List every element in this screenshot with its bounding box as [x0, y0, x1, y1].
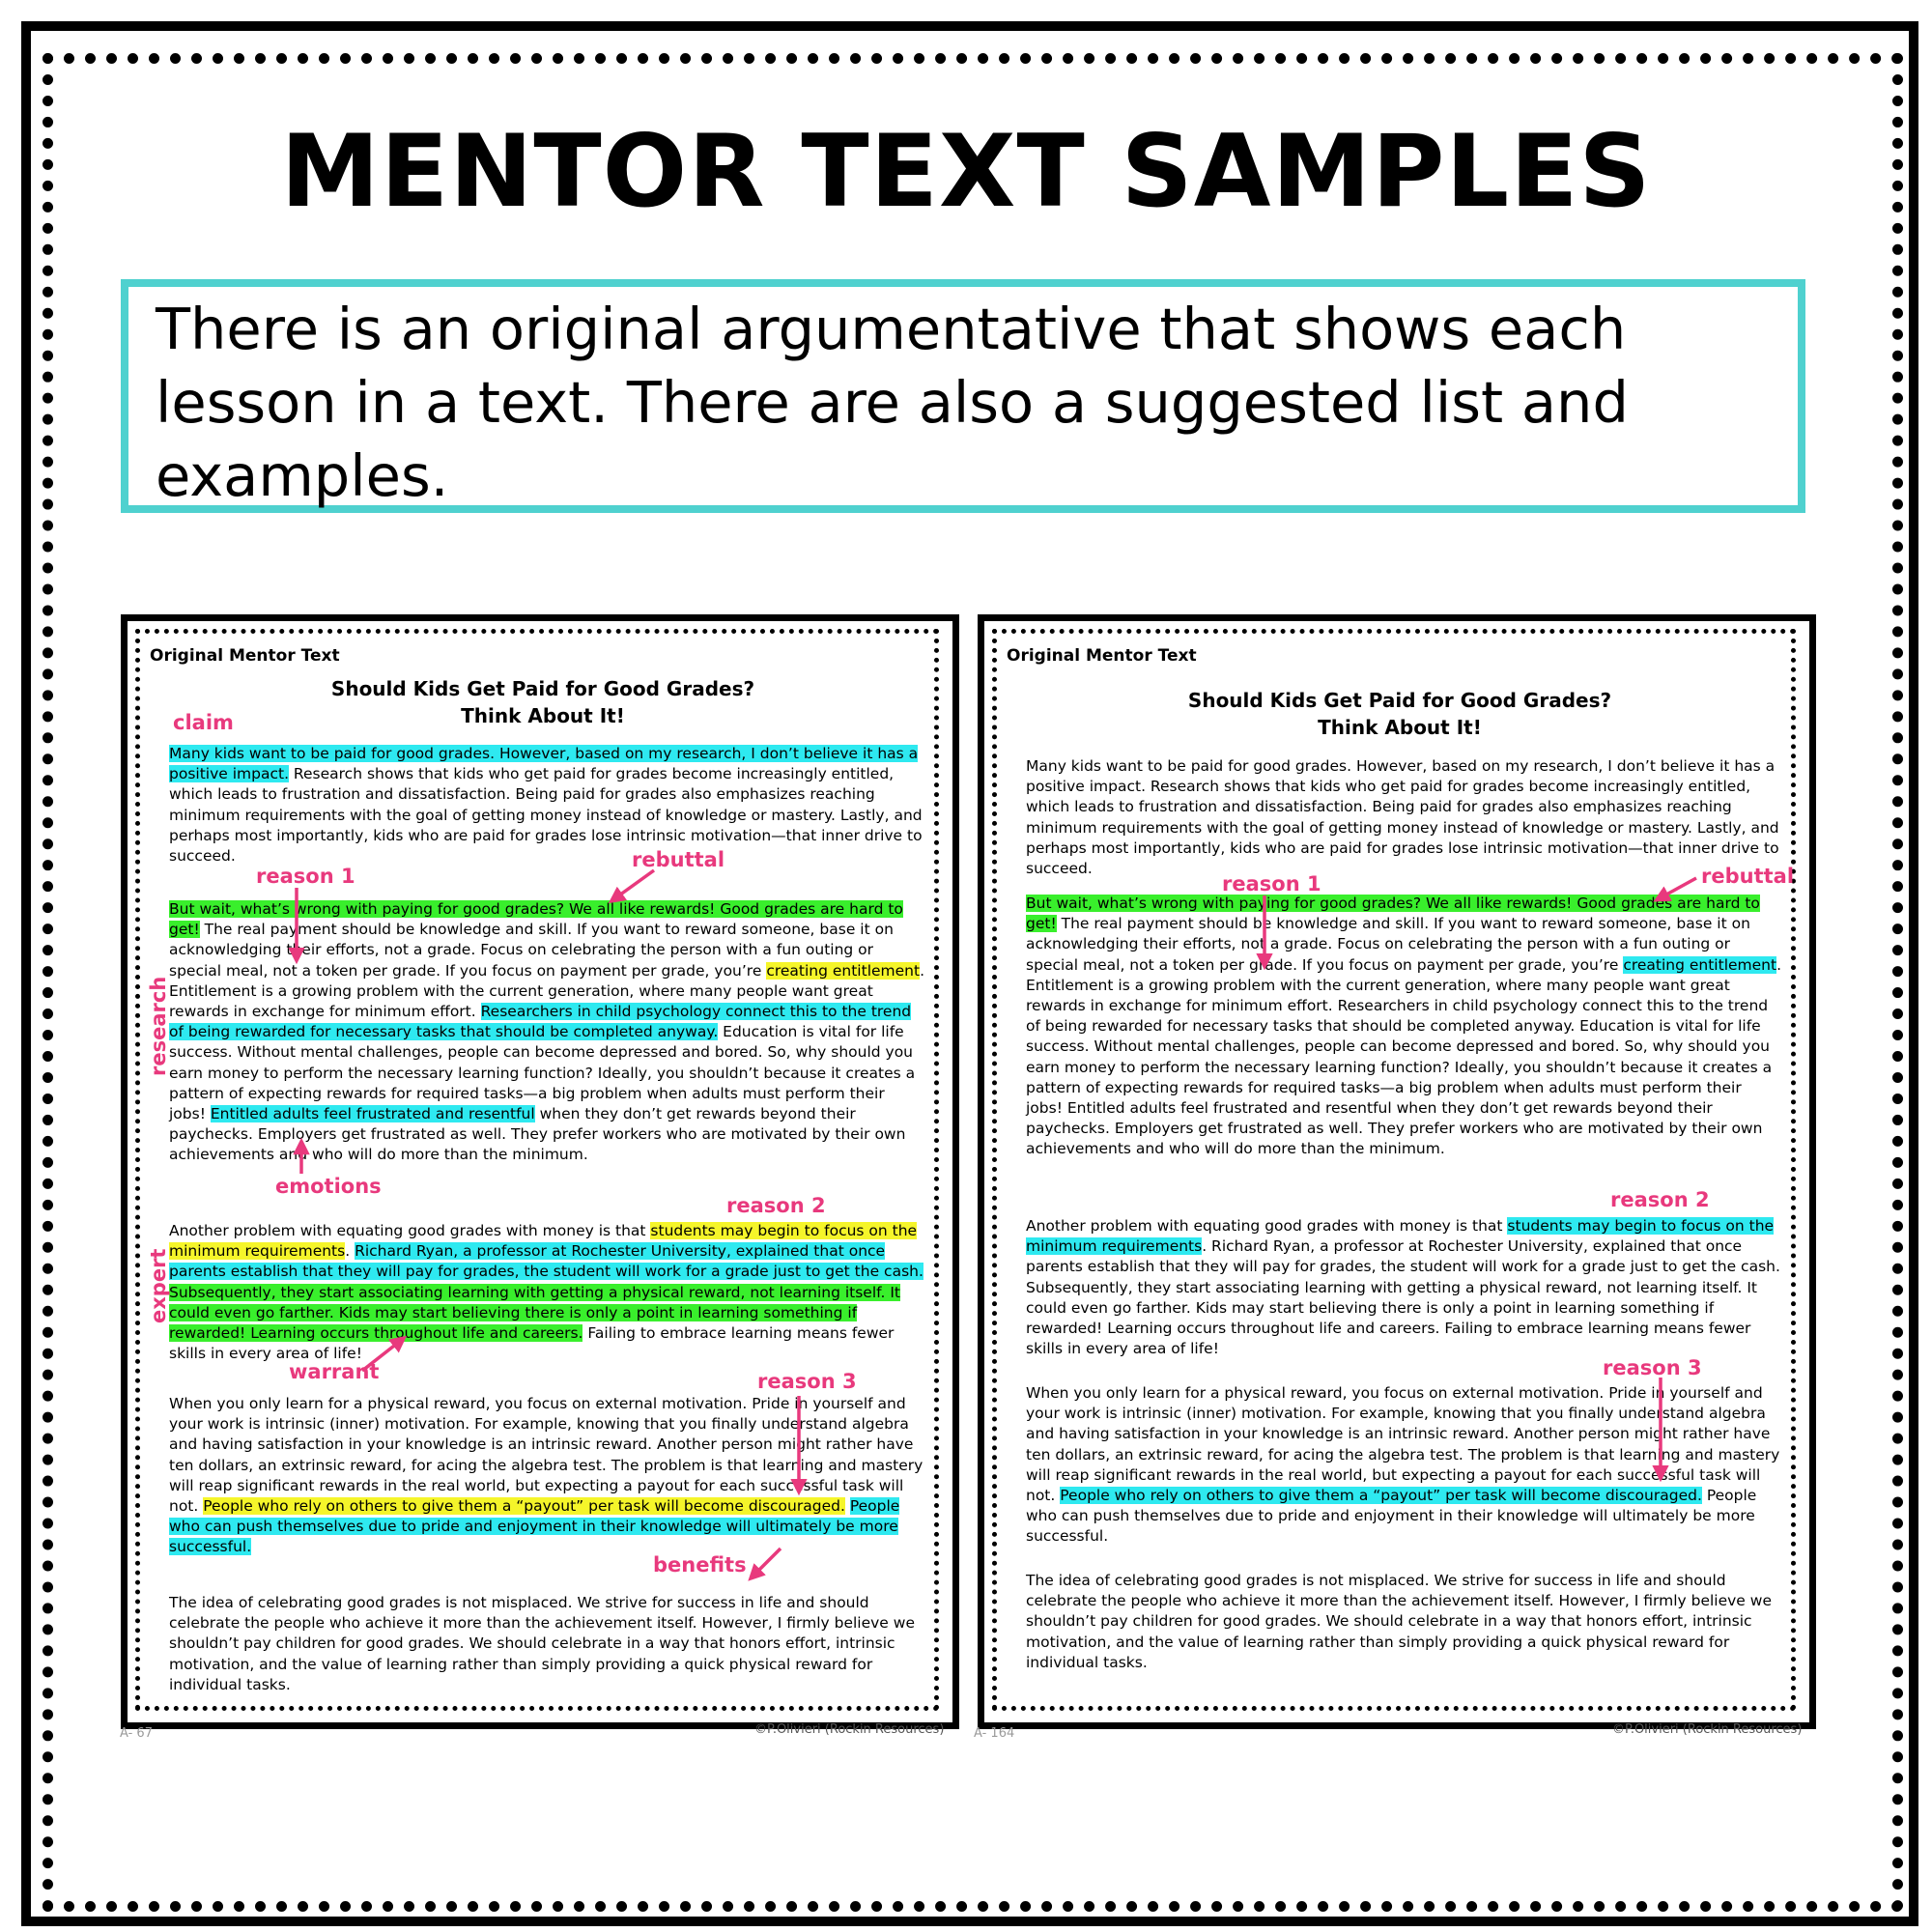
highlight-cyan: Richard Ryan, a professor at Rochester University, explained that once parents establish that they will pay for grades, the student will work for a grade just to get the cash. [169, 1242, 923, 1281]
highlight-green: Subsequently, they start associating learning with getting a physical reward, not learning itself. It could even go farther. Kids may start believing there is only a point in learning something if rewarded! Learning occurs throughout life and careers. [169, 1283, 900, 1343]
note-claim: claim [173, 711, 234, 734]
text-run: The idea of celebrating good grades is not misplaced. We strive for success in life and should celebrate the people who achieve it more than the achievement itself. However, I firmly believe we shouldn’t pay children for good grades. We should celebrate in a way that honors effort, intrinsic motivation, and the value of learning rather than simply providing a quick physical reward for individual tasks. [1026, 1572, 1772, 1671]
highlight-cyan: People who can push themselves due to pride and enjoyment in their knowledge will ultimately be more successful. [169, 1497, 900, 1556]
paragraph-4 [169, 1394, 924, 1558]
note-rebuttal: rebuttal [632, 848, 725, 871]
text-run: When you only learn for a physical reward, you focus on external motivation. Pride in yourself and your work is intrinsic (inner) motivation. For example, knowing that you finally understand algebra and having satisfaction in your knowledge is an intrinsic reward. Another person might rather have ten dollars, an extrinsic reward, for acing the algebra test. The problem is that learning and mastery will reap significant rewards in the real world, but expecting a payout for each successful task will not. [169, 1395, 923, 1516]
highlight-green: But wait, what’s wrong with paying for good grades? We all like rewards! Good grades are hard to get! [1026, 895, 1760, 933]
paragraph-5 [169, 1593, 924, 1695]
text-run: The real payment should be knowledge and skill. If you want to reward someone, base it on acknowledging their efforts, not a grade. Focus on celebrating the person with a fun outing or special meal, not a token per grade. If you focus on payment per grade, you’re [1026, 915, 1750, 974]
text-run: Failing to embrace learning means fewer skills in every area of life! [169, 1324, 895, 1363]
text-run: Another problem with equating good grades with money is that [169, 1222, 651, 1239]
mentor-text-page-annotated [121, 614, 959, 1729]
text-run: . Entitlement is a growing problem with the current generation, where many people want great rewards in exchange for minimum effort. Researchers in child psychology connect this to the trend of being rewarded for necessary tasks that should be completed anyway. Education is vital for life success. Without mental challenges, people can become depressed and bored. So, why should you earn money to perform the necessary learning function? Ideally, you shouldn’t because it creates a pattern of expecting rewards for required tasks—a big problem when adults must perform their jobs! Entitled adults feel frustrated and resentful when they don’t get rewards beyond their paychecks. Employers get frustrated as well. They prefer workers who are motivated by their own achievements and who will do more than the minimum. [1026, 955, 1782, 1158]
text-run: Another problem with equating good grades with money is that [1026, 1217, 1508, 1235]
paragraph-5 [1026, 1571, 1781, 1673]
note-reason-2: reason 2 [726, 1194, 826, 1217]
note-reason-1: reason 1 [1222, 872, 1321, 895]
summary-box [121, 279, 1805, 513]
note-research: research [147, 976, 170, 1076]
essay-title [166, 675, 920, 729]
note-reason-3: reason 3 [757, 1370, 857, 1393]
copyright: ©P.Olivieri (Rockin Resources) [1612, 1722, 1803, 1737]
page-title: MENTOR TEXT SAMPLES [280, 114, 1652, 230]
page-number: A- 164 [974, 1726, 1015, 1741]
note-reason-3: reason 3 [1603, 1356, 1702, 1379]
paragraph-2 [169, 899, 924, 1166]
highlight-cyan: Many kids want to be paid for good grades. However, based on my research, I don’t believe it has a positive impact. [169, 745, 919, 783]
highlight-cyan: Entitled adults feel frustrated and resentful [210, 1105, 535, 1123]
copyright: ©P.Olivieri (Rockin Resources) [754, 1722, 945, 1737]
text-run: Many kids want to be paid for good grades. However, based on my research, I don’t believe it has a positive impact. Research shows that kids who get paid for grades become increasingly entitled, which leads to frustration and dissatisfaction. Being paid for grades also emphasizes reaching minimum requirements with the goal of getting money instead of knowledge or mastery. Lastly, and perhaps most importantly, kids who are paid for grades lose intrinsic motivation—that inner drive to succeed. [1026, 757, 1779, 878]
essay-title-line-2: Think About It! [1318, 716, 1482, 739]
text-run: . Richard Ryan, a professor at Rochester University, explained that once parents establish that they will pay for grades, the student will work for a grade just to get the cash. Subsequently, they start associating learning with getting a physical reward, not learning itself. It could even go farther. Kids may start believing there is only a point in learning something if rewarded! Learning occurs throughout life and careers. Failing to embrace learning means fewer skills in every area of life! [1026, 1237, 1780, 1358]
summary-text: There is an original argumentative that shows each lesson in a text. There are also a suggested list and examples. [156, 296, 1629, 509]
page-label: Original Mentor Text [150, 646, 340, 666]
note-expert: expert [147, 1248, 170, 1323]
essay-title-line-2: Think About It! [461, 704, 625, 727]
text-run: The real payment should be knowledge and skill. If you want to reward someone, base it on acknowledging their efforts, not a grade. Focus on celebrating the person with a fun outing or special meal, not a token per grade. If you focus on payment per grade, you’re [169, 921, 894, 980]
highlight-yellow: People who rely on others to give them a “payout” per task will become discouraged. [203, 1497, 845, 1516]
paragraph-4 [1026, 1383, 1781, 1548]
note-reason-2: reason 2 [1610, 1188, 1710, 1211]
highlight-yellow: creating entitlement [766, 961, 921, 980]
paragraph-1 [169, 744, 924, 867]
highlight-cyan: Researchers in child psychology connect this to the trend of being rewarded for necessary tasks that should be completed anyway. [169, 1003, 912, 1041]
note-reason-1: reason 1 [256, 865, 355, 888]
highlight-cyan: creating entitlement [1623, 955, 1777, 974]
text-run: When you only learn for a physical reward, you focus on external motivation. Pride in yourself and your work is intrinsic (inner) motivation. For example, knowing that you finally understand algebra and having satisfaction in your knowledge is an intrinsic reward. Another person might rather have ten dollars, an extrinsic reward, for acing the algebra test. The problem is that learning and mastery will reap significant rewards in the real world, but expecting a payout for each successful task will not. [1026, 1384, 1780, 1505]
page-label: Original Mentor Text [1007, 646, 1197, 666]
text-run: People who can push themselves due to pride and enjoyment in their knowledge will ultimately be more successful. [1026, 1487, 1757, 1546]
paragraph-3 [169, 1221, 924, 1364]
paragraph-3 [1026, 1216, 1781, 1359]
highlight-cyan: People who rely on others to give them a “payout” per task will become discouraged. [1060, 1487, 1702, 1505]
highlight-green: But wait, what’s wrong with paying for good grades? We all like rewards! Good grades are hard to get! [169, 900, 903, 939]
paragraph-2 [1026, 894, 1781, 1160]
note-rebuttal: rebuttal [1701, 865, 1795, 888]
text-run: Education is vital for life success. Without mental challenges, people can become depressed and bored. So, why should you earn money to perform the necessary learning function? Ideally, you shouldn’t because it creates a pattern of expecting rewards for required tasks—a big problem when adults must perform their jobs! [169, 1023, 916, 1123]
essay-title-line-1: Should Kids Get Paid for Good Grades? [1187, 689, 1612, 712]
text-run: The idea of celebrating good grades is not misplaced. We strive for success in life and should celebrate the people who achieve it more than the achievement itself. However, I firmly believe we shouldn’t pay children for good grades. We should celebrate in a way that honors effort, intrinsic motivation, and the value of learning rather than simply providing a quick physical reward for individual tasks. [169, 1594, 915, 1693]
text-run: . Entitlement is a growing problem with the current generation, where many people want great rewards in exchange for minimum effort. [169, 961, 925, 1021]
text-run: . [345, 1242, 355, 1261]
page-number: A- 67 [120, 1726, 153, 1741]
note-benefits: benefits [653, 1553, 747, 1577]
essay-title-line-1: Should Kids Get Paid for Good Grades? [330, 677, 755, 700]
note-warrant: warrant [289, 1360, 380, 1383]
essay-title [1023, 687, 1776, 741]
highlight-cyan: students may begin to focus on the minimum requirements [1026, 1217, 1775, 1256]
text-run: Research shows that kids who get paid for grades become increasingly entitled, which leads to frustration and dissatisfaction. Being paid for grades also emphasizes reaching minimum requirements with the goal of getting money instead of knowledge or mastery. Lastly, and perhaps most importantly, kids who are paid for grades lose intrinsic motivation—that inner drive to succeed. [169, 765, 923, 866]
text-run: when they don’t get rewards beyond their paychecks. Employers get frustrated as well. They prefer workers who are motivated by their own achievements and who will do more than the minimum. [169, 1105, 906, 1164]
paragraph-1 [1026, 756, 1781, 879]
highlight-yellow: students may begin to focus on the minimum requirements [169, 1222, 918, 1261]
note-emotions: emotions [275, 1175, 382, 1198]
mentor-text-page-clean [978, 614, 1816, 1729]
